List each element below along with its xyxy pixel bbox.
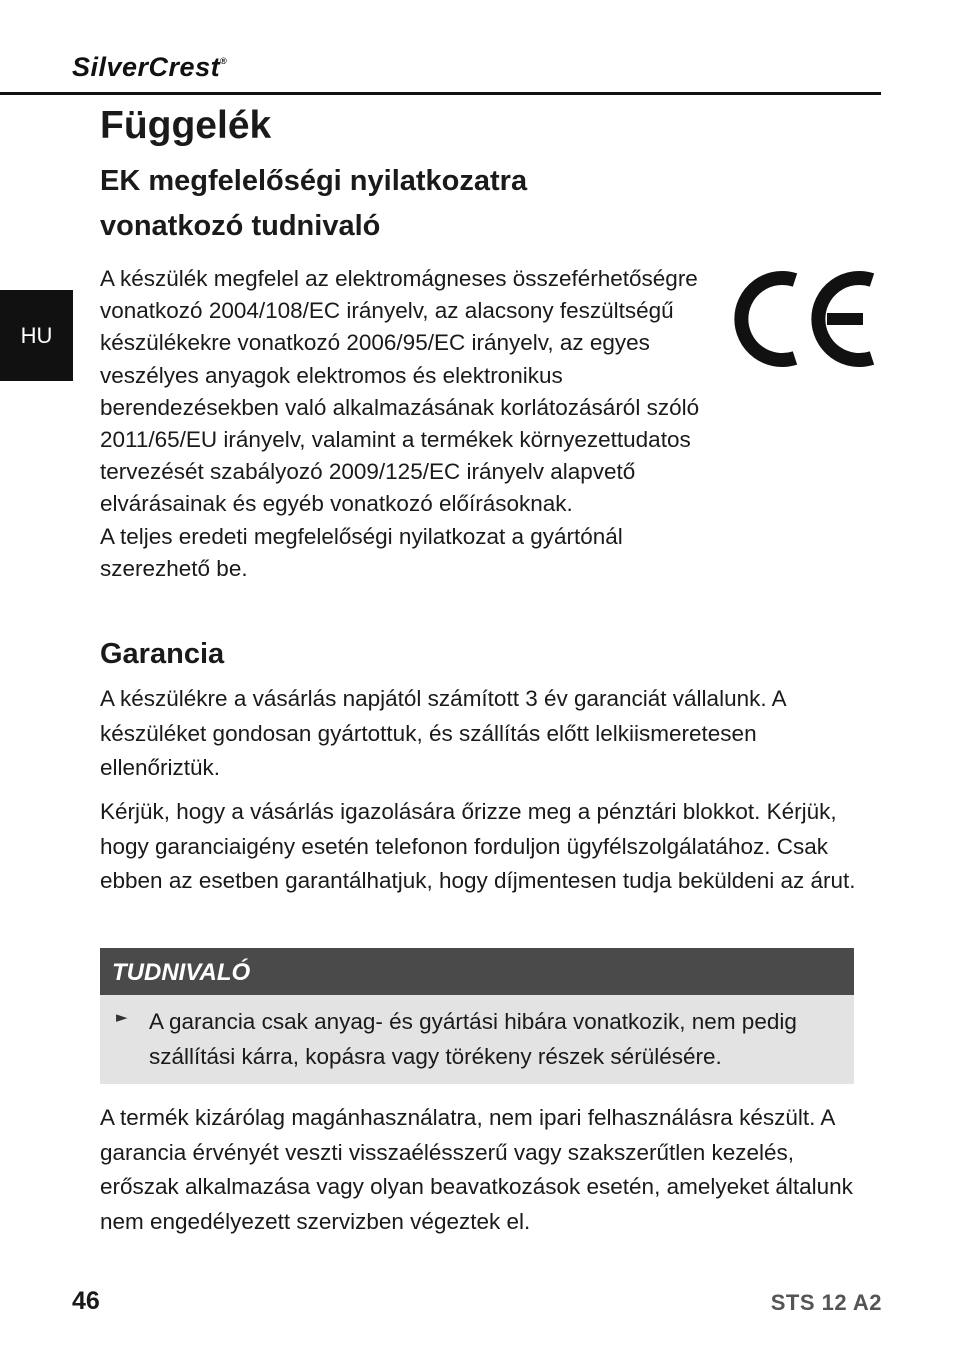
ce-heading [100, 159, 527, 249]
warranty-paragraph-2: Kérjük, hogy a vásárlás igazolására őrizze meg a pénztári blokkot. Kérjük, hogy garanciaigény esetén telefonon forduljon ügyfélszolgálatához. Csak ebben az esetben garantálhatjuk, hogy díjmentesen tudja beküldeni az árut. [100, 799, 856, 894]
page-number: 46 [72, 1287, 100, 1315]
ce-paragraph-2: A teljes eredeti megfelelőségi nyilatkozat a gyártónál szerezhető be. [100, 523, 623, 581]
ce-heading-line2: vonatkozó tudnivaló [100, 210, 381, 242]
page-title: Függelék [100, 104, 272, 147]
warranty-heading: Garancia [100, 638, 225, 670]
registered-mark: ® [220, 56, 228, 66]
language-tab [0, 290, 73, 381]
warranty-paragraph-3: A termék kizárólag magánhasználatra, nem ipari felhasználásra készült. A garancia érvényét veszti visszaélésszerű vagy szakszerűtlen kezelés, erőszak alkalmazása vagy olyan beavatkozások esetén, amelyeket általunk nem engedélyezett szervizben végeztek el. [100, 1105, 853, 1234]
note-box [100, 948, 854, 1084]
header-rule [0, 92, 881, 95]
ce-paragraph-1: A készülék megfelel az elektromágneses összeférhetőségre vonatkozó 2004/108/EC irányelv, az alacsony feszültségű készülékekre vonatkozó 2006/95/EC irányelv, az egyes veszélyes anyagok elektromos és elektronikus berendezésekben való alkalmazásának korlátozásáról szóló 2011/65/EU irányelv, valamint a termékek környezettudatos tervezését szabályozó 2009/125/EC irányelv alapvető elvárásainak és egyéb vonatkozó előírásoknak. [100, 266, 700, 517]
triangle-right-icon: ► [116, 1008, 128, 1026]
ce-mark-icon [727, 266, 877, 372]
note-list-item [100, 995, 854, 1074]
ce-text [100, 263, 720, 585]
language-label: HU [20, 322, 53, 348]
model-number: STS 12 A2 [770, 1290, 882, 1315]
warranty-paragraph-1: A készülékre a vásárlás napjától számított 3 év garanciát vállalunk. A készüléket gondosan gyártottuk, és szállítás előtt lelkiismeretesen ellenőriztük. [100, 686, 786, 781]
brand-name: SilverCrest [72, 52, 221, 82]
brand-logo [72, 52, 227, 83]
note-item-text: A garancia csak anyag- és gyártási hibára vonatkozik, nem pedig szállítási kárra, kopásra vagy törékeny részek sérülésére. [149, 1009, 797, 1069]
note-title: TUDNIVALÓ [100, 948, 854, 995]
ce-heading-line1: EK megfelelőségi nyilatkozatra [100, 165, 528, 197]
